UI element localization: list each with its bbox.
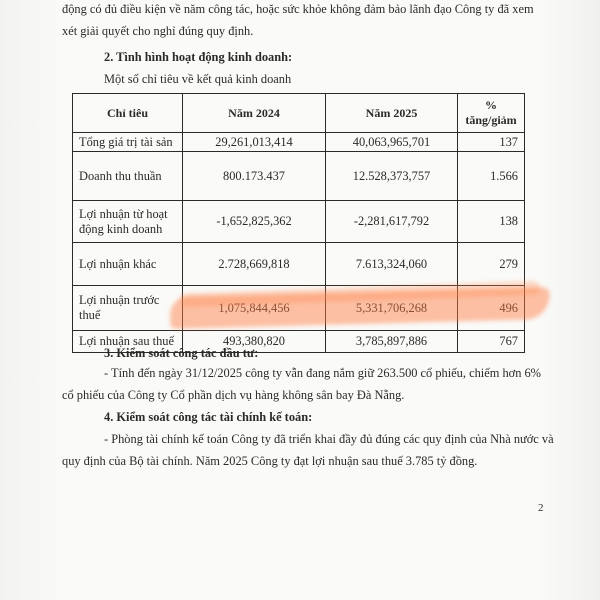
header-2024: Năm 2024 [183,94,326,133]
row-2025: 3,785,897,886 [326,331,458,353]
intro-line-2: xét giải quyết cho nghỉ đúng quy định. [62,24,254,38]
table-header-row [73,94,525,133]
intro-line-1: động có đủ điều kiện về năm công tác, hoặc sức khỏe không đảm bảo lãnh đạo Công ty đã xem [62,2,534,16]
section-4-line-2: quy định của Bộ tài chính. Năm 2025 Công ty đạt lợi nhuận sau thuế 3.785 tỷ đồng. [62,454,478,468]
row-2025: 7.613,324,060 [326,243,458,286]
row-pct: 496 [458,286,525,331]
row-name: Lợi nhuận sau thuế [73,331,183,353]
row-2025: -2,281,617,792 [326,201,458,243]
row-pct: 767 [458,331,525,353]
business-results-table [72,93,525,353]
header-pct [458,94,525,133]
row-2025: 40,063,965,701 [326,133,458,152]
row-name: Doanh thu thuần [73,152,183,201]
row-2025: 12.528,373,757 [326,152,458,201]
section-3-heading: 3. Kiểm soát công tác đầu tư: [104,346,259,360]
row-2024: 1,075,844,456 [183,286,326,331]
row-2024: -1,652,825,362 [183,201,326,243]
row-name: Tổng giá trị tài sản [73,133,183,152]
table-row [73,243,525,286]
header-pct-symbol: % [485,98,497,112]
section-3-line-1: - Tính đến ngày 31/12/2025 công ty vẫn đang nắm giữ 263.500 cổ phiếu, chiếm hơn 6% [104,366,541,380]
table-row [73,133,525,152]
section-2-heading: 2. Tình hình hoạt động kinh doanh: [104,50,293,64]
row-pct: 137 [458,133,525,152]
row-pct: 138 [458,201,525,243]
table-row [73,201,525,243]
page-number: 2 [538,502,544,514]
row-pct: 1.566 [458,152,525,201]
section-3-line-2: cổ phiếu của Công ty Cổ phần dịch vụ hàng không sân bay Đà Nẵng. [62,388,405,402]
section-4-line-1: - Phòng tài chính kế toán Công ty đã triển khai đầy đủ đúng các quy định của Nhà nước và [104,432,554,446]
section-4-heading: 4. Kiểm soát công tác tài chính kế toán: [104,410,313,424]
row-name: Lợi nhuận từ hoạt động kinh doanh [73,201,183,243]
section-2-subheading: Một số chỉ tiêu về kết quả kinh doanh [104,72,292,86]
row-name: Lợi nhuận trước thuế [73,286,183,331]
row-2025: 5,331,706,268 [326,286,458,331]
header-2025: Năm 2025 [326,94,458,133]
table-row [73,286,525,331]
row-2024: 493,380,820 [183,331,326,353]
row-2024: 2.728,669,818 [183,243,326,286]
header-pct-label: tăng/giảm [465,113,517,127]
table-row [73,152,525,201]
header-indicator: Chỉ tiêu [73,94,183,133]
row-2024: 29,261,013,414 [183,133,326,152]
row-name: Lợi nhuận khác [73,243,183,286]
row-2024: 800.173.437 [183,152,326,201]
row-pct: 279 [458,243,525,286]
